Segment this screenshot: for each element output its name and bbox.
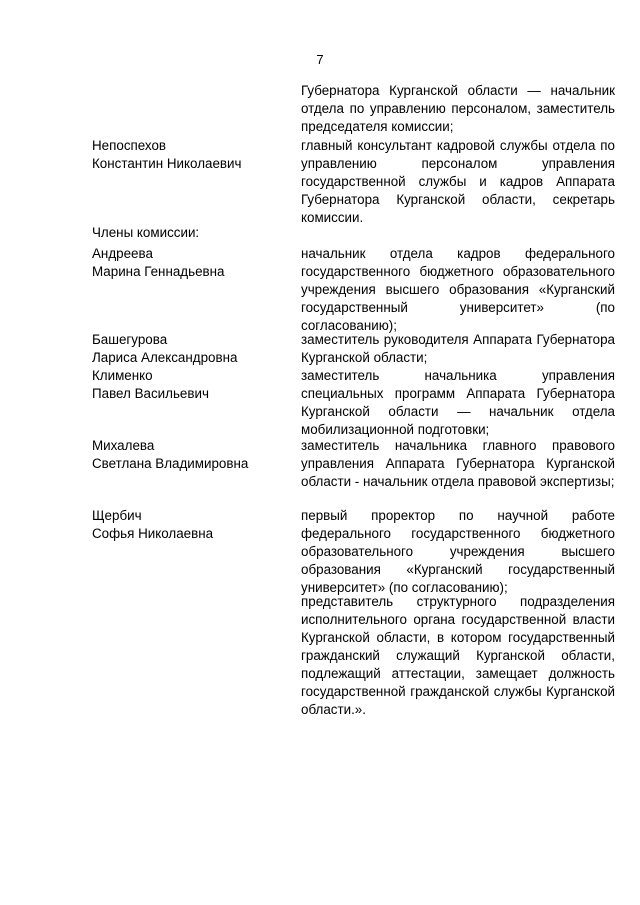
member-role: первый проректор по научной работе федерального государственного бюджетного образовательного учреждения высшего образования «Курганский государственный университет» (по согласованию);	[301, 508, 615, 595]
secretary-given-names: Константин Николаевич	[92, 156, 242, 171]
member-role: начальник отдела кадров федерального государственного бюджетного образовательного учреждения высшего образования «Курганский государственный университет» (по согласованию);	[301, 246, 615, 333]
continuation-role: Губернатора Курганской области — начальник отдела по управлению персоналом, заместитель председателя комиссии;	[301, 83, 615, 134]
member-name	[92, 507, 282, 543]
secretary-surname: Непоспехов	[92, 138, 167, 153]
member-name	[92, 367, 282, 403]
member-given-names: Марина Геннадьевна	[92, 264, 225, 279]
secretary-name	[92, 137, 282, 173]
member-role: заместитель руководителя Аппарата Губернатора Курганской области;	[301, 332, 615, 365]
member-role: заместитель начальника главного правового управления Аппарата Губернатора Курганской области - начальник отдела правовой экспертизы;	[301, 438, 615, 489]
member-surname: Башегурова	[92, 332, 168, 347]
member-given-names: Лариса Александровна	[92, 350, 238, 365]
member-surname: Михалева	[92, 438, 155, 453]
member-given-names: Светлана Владимировна	[92, 456, 249, 471]
member-role: заместитель начальника управления специальных программ Аппарата Губернатора Курганской области — начальник отдела мобилизационной подготовки;	[301, 368, 615, 437]
final-entry-role: представитель структурного подразделения исполнительного органа государственной власти Курганской области, в котором государственный гражданский служащий Курганской области, подлежащий аттестации, замещает должность государственной гражданской службы Курганской области.».	[301, 594, 615, 717]
member-surname: Щербич	[92, 508, 142, 523]
member-name	[92, 331, 282, 367]
member-name	[92, 437, 282, 473]
member-surname: Клименко	[92, 368, 153, 383]
member-surname: Андреева	[92, 246, 153, 261]
page-number: 7	[316, 52, 324, 67]
member-given-names: Софья Николаевна	[92, 526, 214, 541]
member-name	[92, 245, 282, 281]
secretary-role: главный консультант кадровой службы отдела по управлению персоналом управления государственной службы и кадров Аппарата Губернатора Курганской области, секретарь комиссии.	[301, 138, 615, 225]
member-given-names: Павел Васильевич	[92, 386, 209, 401]
members-heading: Члены комиссии:	[92, 225, 200, 240]
